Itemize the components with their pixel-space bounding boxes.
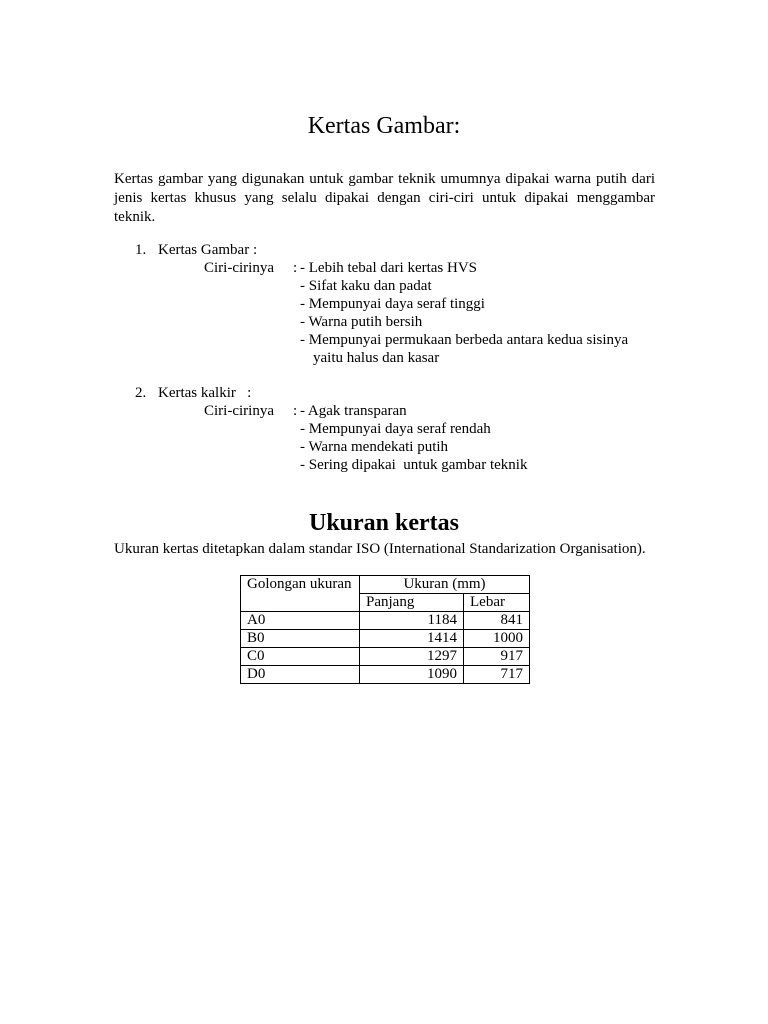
list-item-name: Kertas kalkir : xyxy=(158,385,252,401)
feature-item: - Mempunyai daya seraf tinggi xyxy=(300,296,485,312)
feature-item: - Lebih tebal dari kertas HVS xyxy=(300,260,478,276)
paper-size-table xyxy=(240,575,530,684)
table-row xyxy=(241,666,530,684)
table-header-golongan: Golongan ukuran xyxy=(241,576,360,612)
table-row xyxy=(241,648,530,666)
table-row xyxy=(241,612,530,630)
table-cell-golongan: B0 xyxy=(241,630,360,648)
page-title: Kertas Gambar: xyxy=(307,113,461,139)
section-title: Ukuran kertas xyxy=(308,510,459,536)
table-cell-lebar: 841 xyxy=(464,612,530,630)
table-cell-panjang: 1090 xyxy=(360,666,464,684)
ciri-label: Ciri-cirinya xyxy=(204,403,274,419)
table-cell-panjang: 1414 xyxy=(360,630,464,648)
feature-item: - Warna mendekati putih xyxy=(300,439,449,455)
feature-item: - Sering dipakai untuk gambar teknik xyxy=(300,457,528,473)
feature-item: - Warna putih bersih xyxy=(300,314,423,330)
table-header-lebar: Lebar xyxy=(464,594,530,612)
table-cell-golongan: C0 xyxy=(241,648,360,666)
feature-list xyxy=(300,259,660,367)
list-item-kertas-kalkir xyxy=(114,384,674,474)
table-cell-panjang: 1297 xyxy=(360,648,464,666)
feature-item: - Mempunyai daya seraf rendah xyxy=(300,421,491,437)
table-header-ukuran: Ukuran (mm) xyxy=(360,576,530,594)
list-item-kertas-gambar xyxy=(114,241,674,367)
table-cell-panjang: 1184 xyxy=(360,612,464,630)
feature-item: - Sifat kaku dan padat xyxy=(300,278,432,294)
table-cell-lebar: 1000 xyxy=(464,630,530,648)
table-row xyxy=(241,630,530,648)
feature-list xyxy=(300,402,660,474)
ciri-colon: : xyxy=(293,260,298,276)
feature-item-continuation: yaitu halus dan kasar xyxy=(313,350,440,366)
feature-item: - Agak transparan xyxy=(300,403,407,419)
table-cell-lebar: 717 xyxy=(464,666,530,684)
ciri-label: Ciri-cirinya xyxy=(204,260,274,276)
ciri-colon: : xyxy=(293,403,298,419)
table-header-panjang: Panjang xyxy=(360,594,464,612)
feature-item: - Mempunyai permukaan berbeda antara kedua sisinya xyxy=(300,332,629,348)
table-cell-golongan: A0 xyxy=(241,612,360,630)
table-cell-lebar: 917 xyxy=(464,648,530,666)
intro-paragraph: Kertas gambar yang digunakan untuk gambar teknik umumnya dipakai warna putih dari jenis kertas khusus yang selalu dipakai dengan ciri-ciri untuk dipakai menggambar teknik. xyxy=(114,171,655,225)
list-item-number: 2. xyxy=(135,385,147,401)
section-intro: Ukuran kertas ditetapkan dalam standar ISO (International Standarization Organisation). xyxy=(114,541,646,557)
list-item-name: Kertas Gambar : xyxy=(158,242,258,258)
table-cell-golongan: D0 xyxy=(241,666,360,684)
table-header-row xyxy=(241,576,530,594)
list-item-number: 1. xyxy=(135,242,147,258)
